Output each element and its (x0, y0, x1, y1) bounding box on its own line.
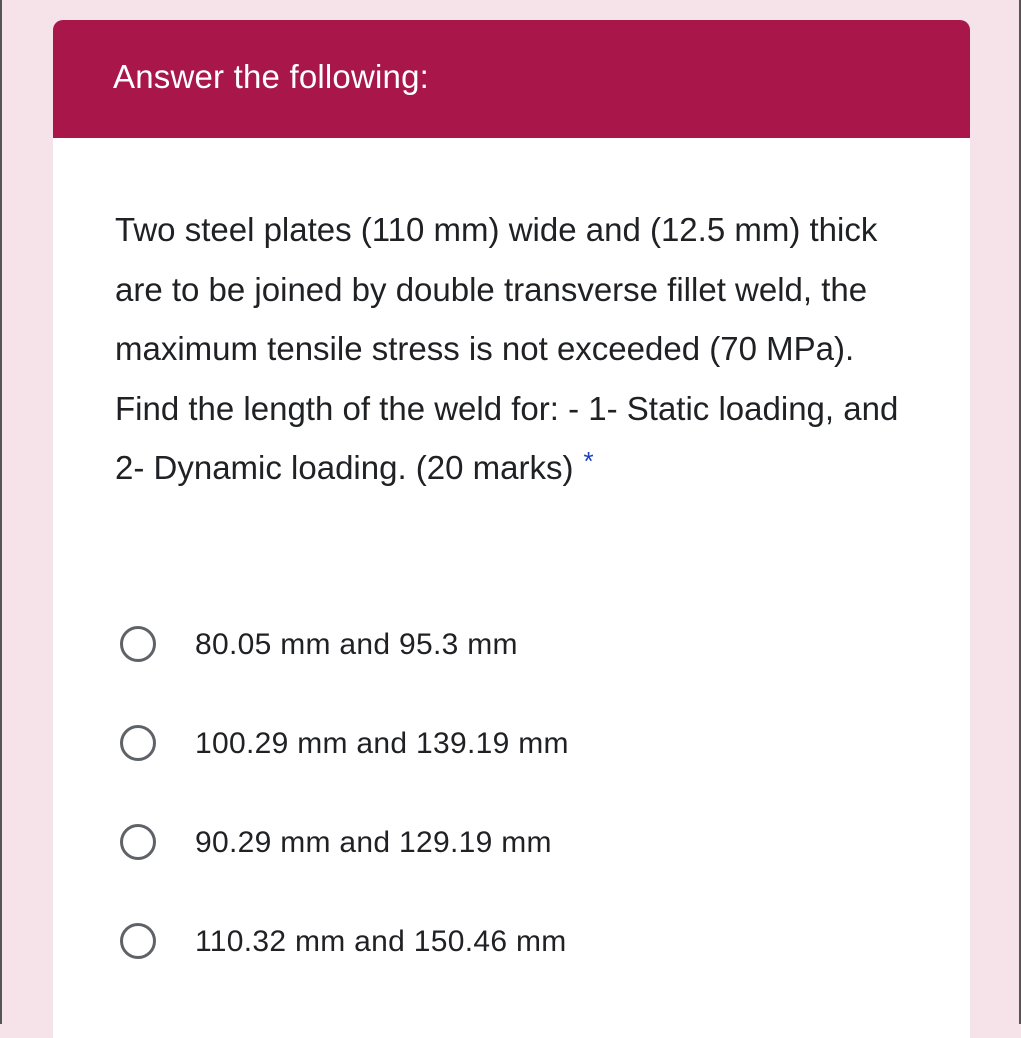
option-3[interactable] (120, 816, 920, 915)
required-asterisk: * (583, 446, 594, 476)
option-label[interactable]: 110.32 mm and 150.46 mm (195, 925, 567, 958)
question-text (115, 200, 905, 498)
section-title: Answer the following: (113, 58, 430, 95)
option-label[interactable]: 80.05 mm and 95.3 mm (195, 628, 518, 661)
section-header-card (53, 20, 970, 138)
radio-button-icon[interactable] (120, 923, 156, 959)
question-card (53, 138, 970, 1038)
option-label[interactable]: 90.29 mm and 129.19 mm (195, 826, 552, 859)
radio-button-icon[interactable] (120, 626, 156, 662)
question-prompt: Two steel plates (110 mm) wide and (12.5 mm) thick are to be joined by double transverse fillet weld, the maximum tensile stress is not exceeded (70 MPa). Find the length of the weld for: - 1- Static loading, and 2- Dynamic loading. (20 marks) (115, 211, 899, 486)
radio-button-icon[interactable] (120, 824, 156, 860)
option-label[interactable]: 100.29 mm and 139.19 mm (195, 727, 569, 760)
option-2[interactable] (120, 717, 920, 816)
option-1[interactable] (120, 618, 920, 717)
radio-button-icon[interactable] (120, 725, 156, 761)
option-4[interactable] (120, 915, 920, 1014)
answer-options (120, 618, 920, 1014)
window-frame-left (0, 0, 2, 1024)
